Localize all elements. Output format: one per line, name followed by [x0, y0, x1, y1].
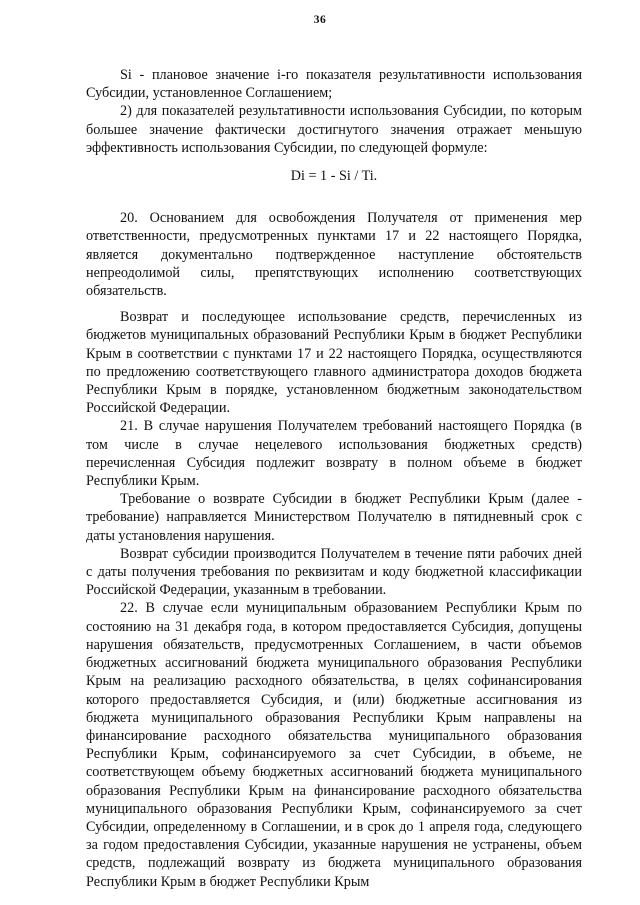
paragraph-20: 20. Основанием для освобождения Получателя от применения мер ответственности, предусмотренных пунктами 17 и 22 настоящего Порядка, является документально подтвержденное наступление обстоятельств непреодолимой силы, препятствующих исполнению соответствующих обязательств.	[86, 210, 582, 300]
paragraph-22: 22. В случае если муниципальным образованием Республики Крым по состоянию на 31 декабря года, в котором предоставляется Субсидия, допущены нарушения обязательств, предусмотренных Соглашением, в части объемов бюджетных ассигнований бюджета муниципального образования Республики Крым на реализацию расходного обязательства, в целях софинансирования которого предоставляется Субсидия, и (или) бюджетные ассигнования из бюджета муниципального образования Республики Крым направлены на финансирование расходного обязательства муниципального образования Республики Крым, софинансируемого за счет Субсидии, в объеме, не соответствующем объему бюджетных ассигнований бюджета муниципального образования Республики Крым на финансирование расходного обязательства муниципального образования Республики Крым, софинансируемого за счет Субсидии, определенному в Соглашении, и в срок до 1 апреля года, следующего за годом предоставления Субсидии, указанные нарушения не устранены, объем средств, подлежащий возврату из бюджета муниципального образования Республики Крым в бюджет Республики Крым	[86, 600, 582, 890]
page-number: 36	[313, 14, 327, 26]
document-body	[86, 66, 582, 891]
paragraph-20-return: Возврат и последующее использование средств, перечисленных из бюджетов муниципальных образований Республики Крым в бюджет Республики Крым в соответствии с пунктами 17 и 22 настоящего Порядка, осуществляются по предложению соответствующего главного администратора доходов бюджета Республики Крым в порядке, установленном бюджетным законодательством Российской Федерации.	[86, 309, 582, 417]
paragraph-gap	[86, 300, 582, 308]
paragraph-21-return: Возврат субсидии производится Получателем в течение пяти рабочих дней с даты получения требования по реквизитам и коду бюджетной классификации Российской Федерации, указанным в требовании.	[86, 545, 582, 599]
paragraph-item-2: 2) для показателей результативности использования Субсидии, по которым большее значение фактически достигнутого значения отражает меньшую эффективность использования Субсидии, по следующей формуле:	[86, 103, 582, 156]
paragraph-si-definition: Si - плановое значение i-го показателя результативности использования Субсидии, установленное Соглашением;	[86, 67, 582, 102]
formula: Di = 1 - Si / Ti.	[290, 168, 378, 185]
paragraph-21: 21. В случае нарушения Получателем требований настоящего Порядка (в том числе в случае нецелевого использования бюджетных средств) перечисленная Субсидия подлежит возврату в полном объеме в бюджет Республики Крым.	[86, 418, 582, 490]
paragraph-21-requirement: Требование о возврате Субсидии в бюджет Республики Крым (далее - требование) направляется Министерством Получателю в пятидневный срок с даты установления нарушения.	[86, 491, 582, 544]
